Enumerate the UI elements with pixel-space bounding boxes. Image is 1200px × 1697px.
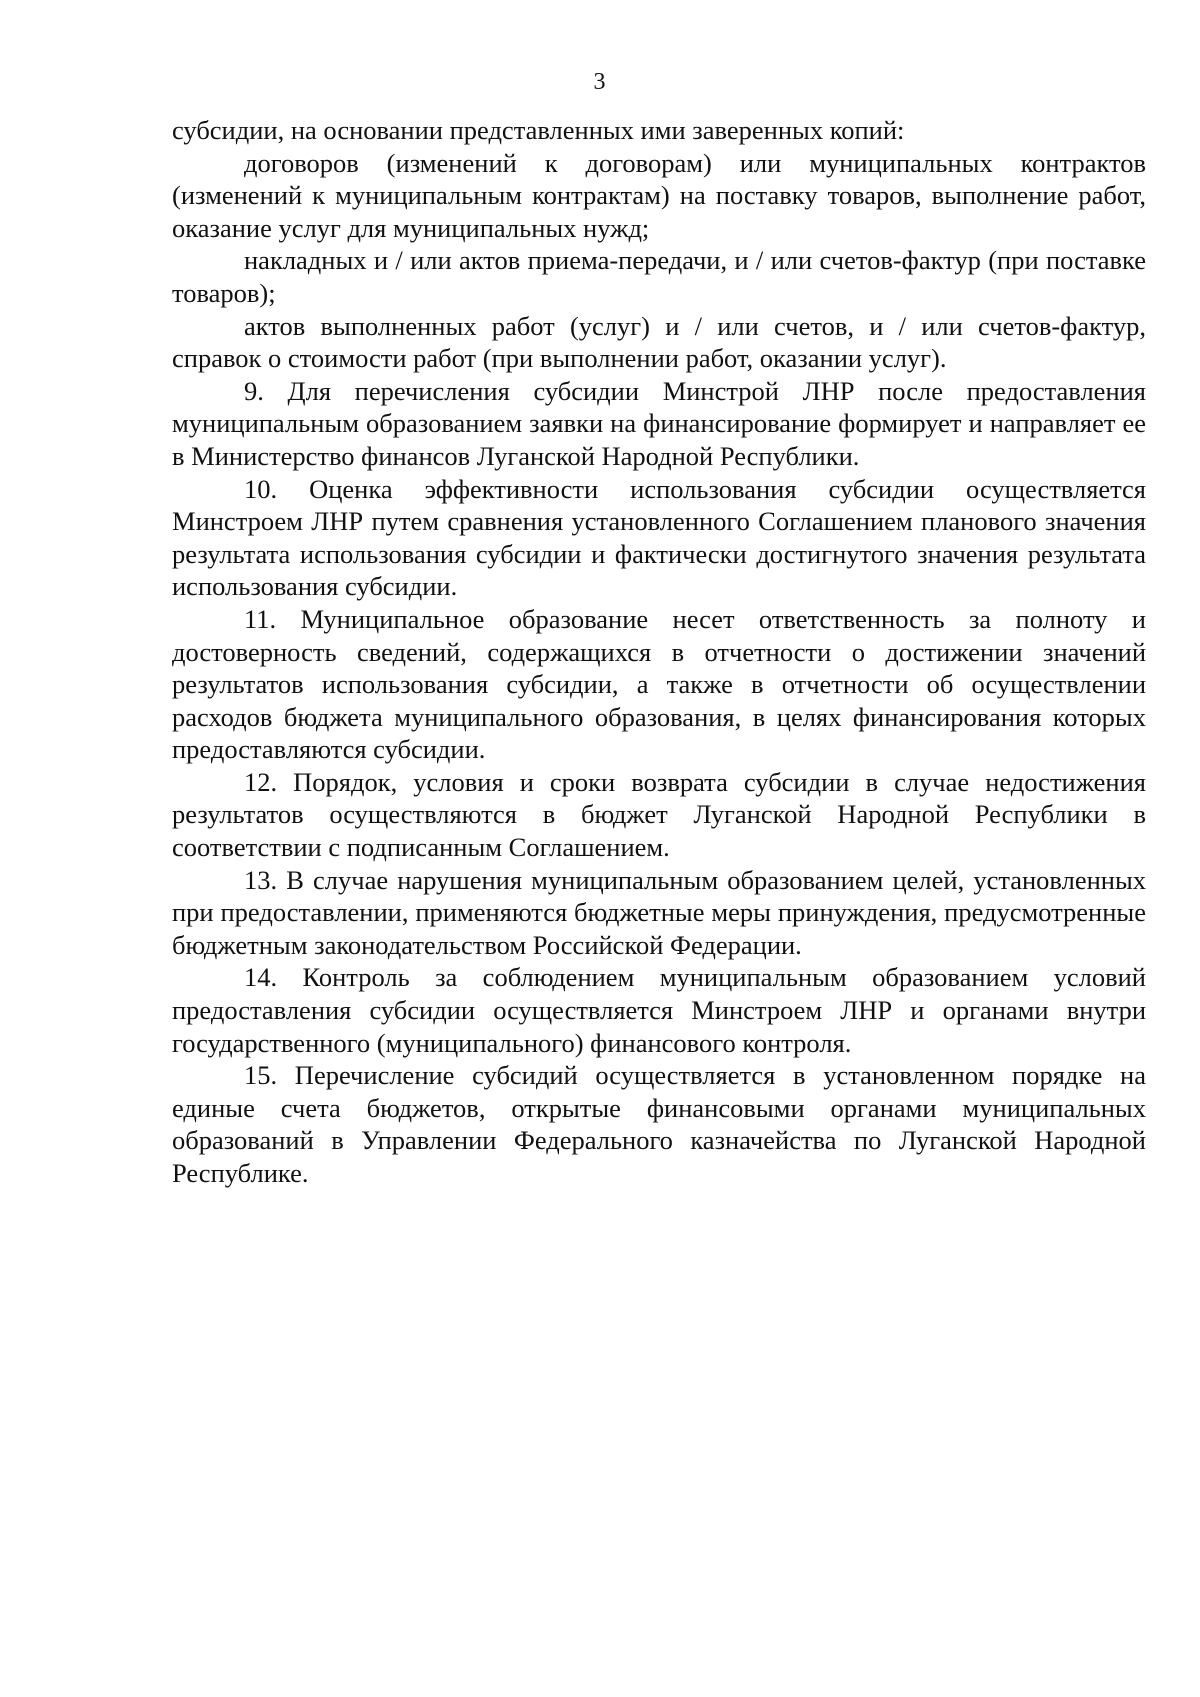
- paragraph-item-13: 13. В случае нарушения муниципальным образованием целей, установленных при предоставлении, применяются бюджетные меры принуждения, предусмотренные бюджетным законодательством Российской Федерации.: [172, 864, 1146, 960]
- document-body: [172, 114, 1146, 1190]
- paragraph-work-acts: актов выполненных работ (услуг) и / или счетов, и / или счетов-фактур, справок о стоимости работ (при выполнении работ, оказании услуг).: [172, 310, 1146, 374]
- page-number: 3: [593, 69, 606, 95]
- paragraph-item-11: 11. Муниципальное образование несет ответственность за полноту и достоверность сведений, содержащихся в отчетности о достижении значений результатов использования субсидии, а также в отчетности об осуществлении расходов бюджета муниципального образования, в целях финансирования которых предоставляются субсидии.: [172, 603, 1146, 765]
- paragraph-item-12: 12. Порядок, условия и сроки возврата субсидии в случае недостижения результатов осуществляются в бюджет Луганской Народной Республики в соответствии с подписанным Соглашением.: [172, 766, 1146, 863]
- paragraph-item-10: 10. Оценка эффективности использования субсидии осуществляется Минстроем ЛНР путем сравнения установленного Соглашением планового значения результата использования субсидии и фактически достигнутого значения результата использования субсидии.: [172, 473, 1146, 602]
- paragraph-invoices: накладных и / или актов приема-передачи, и / или счетов-фактур (при поставке товаров);: [172, 245, 1146, 308]
- paragraph-continuation: субсидии, на основании представленных ими заверенных копий:: [172, 115, 905, 145]
- paragraph-contracts: договоров (изменений к договорам) или муниципальных контрактов (изменений к муниципальным контрактам) на поставку товаров, выполнение работ, оказание услуг для муниципальных нужд;: [172, 147, 1146, 243]
- paragraph-item-14: 14. Контроль за соблюдением муниципальным образованием условий предоставления субсидии осуществляется Минстроем ЛНР и органами внутри государственного (муниципального) финансового контроля.: [172, 962, 1146, 1058]
- paragraph-item-15: 15. Перечисление субсидий осуществляется в установленном порядке на единые счета бюджетов, открытые финансовыми органами муниципальных образований в Управлении Федерального казначейства по Луганской Народной Республике.: [172, 1060, 1146, 1188]
- paragraph-item-9: 9. Для перечисления субсидии Минстрой ЛНР после предоставления муниципальным образованием заявки на финансирование формирует и направляет ее в Министерство финансов Луганской Народной Республики.: [172, 375, 1146, 471]
